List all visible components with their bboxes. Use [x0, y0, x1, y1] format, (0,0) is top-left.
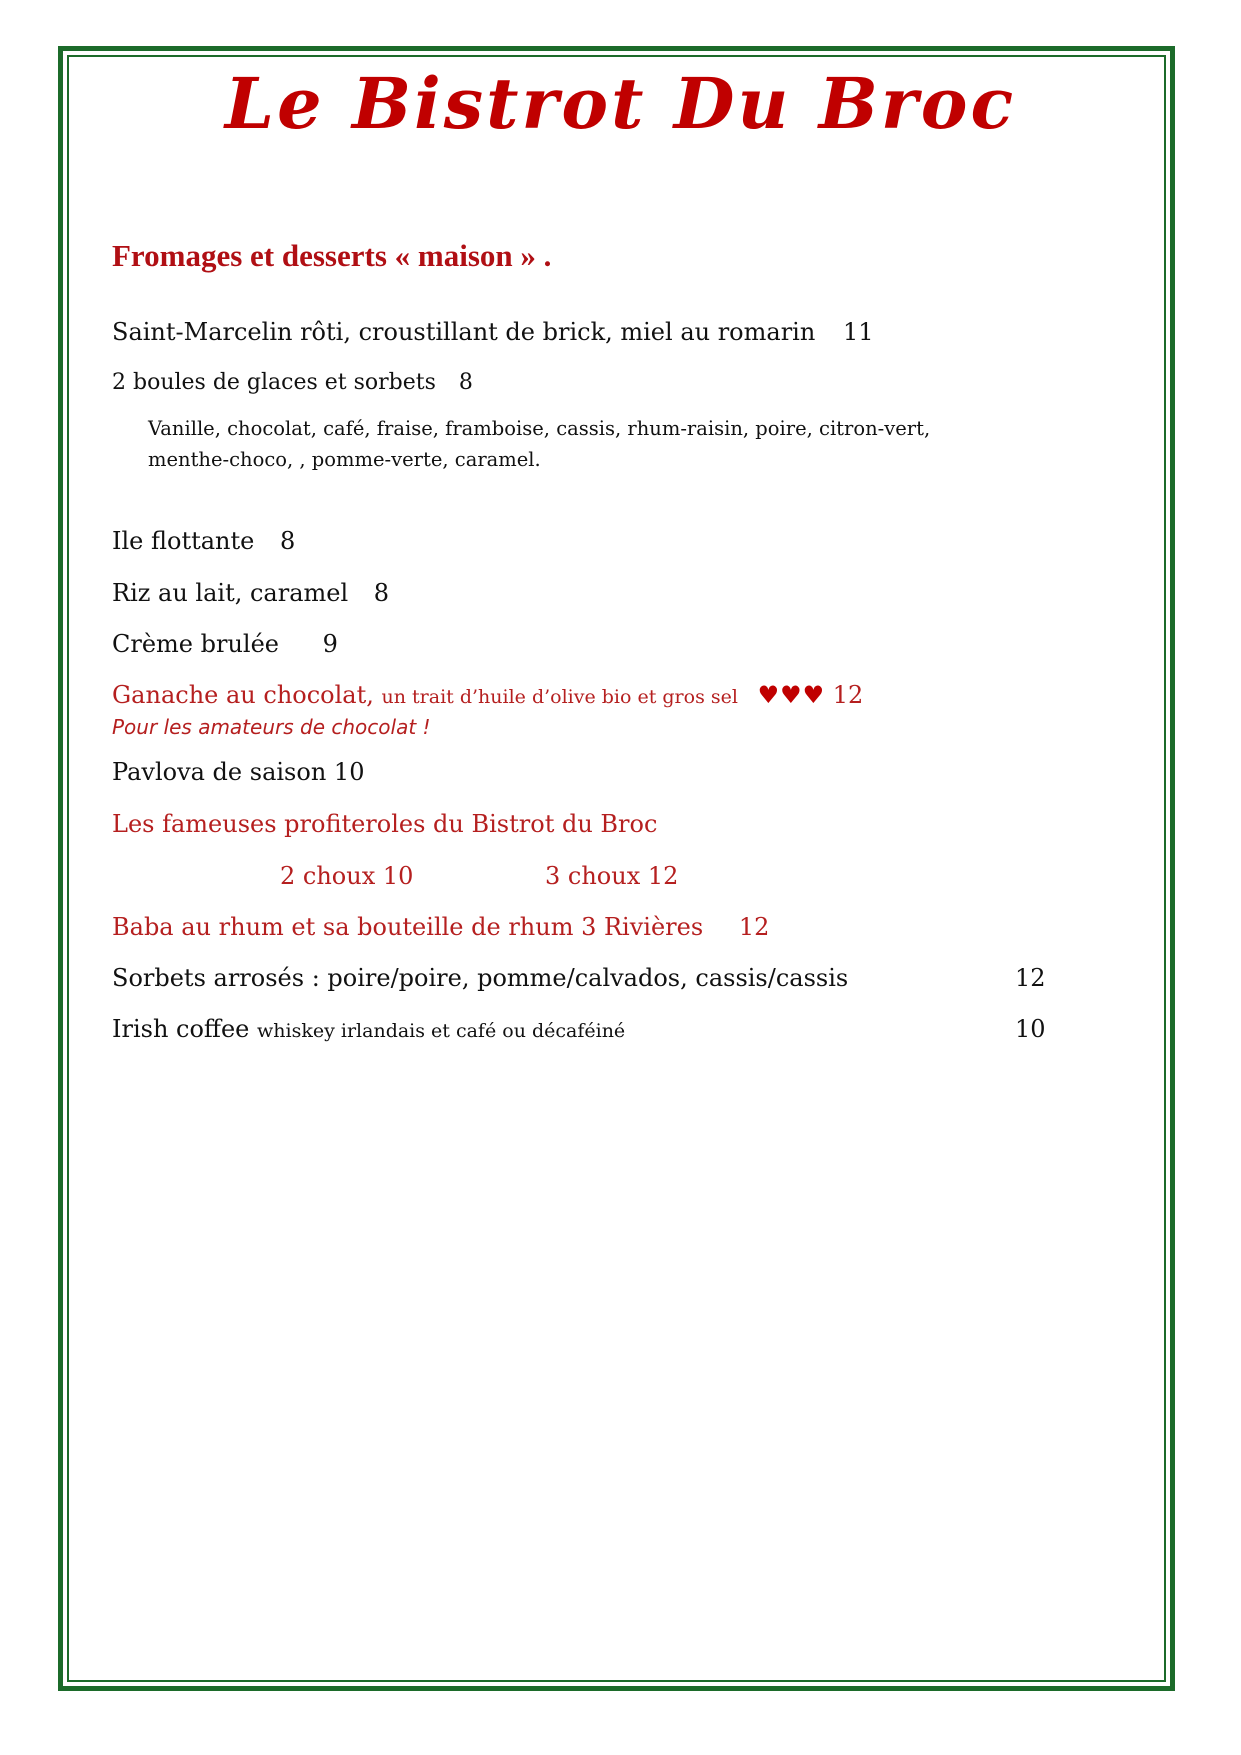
irish-coffee-price: 10 [1015, 1015, 1046, 1043]
item-price: 11 [842, 318, 874, 346]
menu-item-glaces [112, 370, 473, 395]
menu-item-profiteroles: Les fameuses profiteroles du Bistrot du Broc [112, 810, 658, 838]
item-price: 12 [738, 913, 770, 941]
item-price: 8 [373, 579, 390, 607]
menu-item-sorbets-arroses: Sorbets arrosés : poire/poire, pomme/calvados, cassis/cassis [112, 964, 849, 992]
item-detail: whiskey irlandais et café ou décaféiné [257, 1020, 626, 1042]
menu-item-riz-au-lait [112, 579, 389, 607]
ganache-tagline: Pour les amateurs de chocolat ! [112, 715, 431, 739]
item-name: Riz au lait, caramel [112, 579, 349, 607]
profiteroles-option-3: 3 choux 12 [545, 862, 679, 890]
menu-item-saint-marcelin [112, 318, 874, 346]
sorbets-arroses-price: 12 [1015, 964, 1046, 992]
item-price: 10 [333, 758, 365, 786]
heart-icons: ♥♥♥ [757, 681, 826, 709]
menu-item-ganache [112, 681, 863, 709]
item-price: 8 [458, 370, 473, 395]
flavours-line: Vanille, chocolat, café, fraise, framboise, cassis, rhum-raisin, poire, citron-vert, [148, 417, 931, 440]
menu-item-pavlova [112, 758, 364, 786]
flavours-line: menthe-choco, , pomme-verte, caramel. [148, 448, 541, 471]
menu-item-irish-coffee [112, 1015, 625, 1043]
menu-item-baba [112, 913, 769, 941]
item-detail: un trait d’huile d’olive bio et gros sel [381, 686, 738, 708]
item-name: Irish coffee [112, 1015, 250, 1043]
menu-item-ile-flottante [112, 527, 295, 555]
profiteroles-option-2: 2 choux 10 [280, 862, 414, 890]
item-name: Ganache au chocolat, [112, 681, 374, 709]
item-name: 2 boules de glaces et sorbets [112, 370, 436, 395]
item-price: 8 [280, 527, 296, 555]
section-heading: Fromages et desserts « maison » . [112, 238, 552, 273]
item-name: Pavlova de saison [112, 758, 327, 786]
item-name: Crème brulée [112, 630, 280, 658]
item-price: 12 [832, 681, 864, 709]
flavours-list [148, 413, 1048, 475]
item-name: Ile flottante [112, 527, 255, 555]
restaurant-title: Le Bistrot Du Broc [224, 62, 1017, 145]
item-name: Baba au rhum et sa bouteille de rhum 3 Rivières [112, 913, 704, 941]
item-name: Saint-Marcelin rôti, croustillant de brick, miel au romarin [112, 318, 816, 346]
item-price: 9 [322, 630, 338, 658]
menu-item-creme-brulee [112, 630, 338, 658]
